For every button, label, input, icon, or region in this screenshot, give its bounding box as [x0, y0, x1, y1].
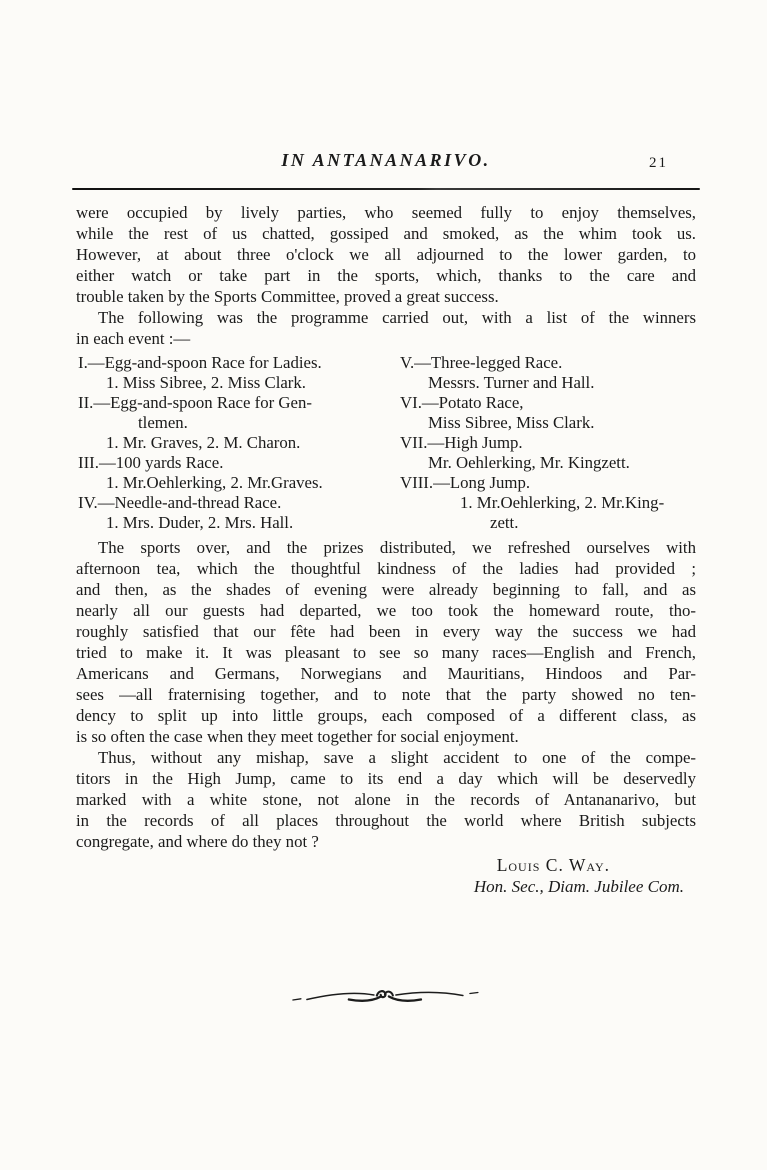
paragraph — [76, 747, 696, 852]
programme-line: 1. Mrs. Duder, 2. Mrs. Hall. — [106, 513, 294, 532]
programme-line: II.—Egg-and-spoon Race for Gen- — [78, 393, 312, 412]
programme-line: I.—Egg-and-spoon Race for Ladies. — [78, 353, 322, 372]
signature-block — [76, 855, 696, 897]
programme-line: zett. — [490, 513, 519, 532]
text-line: either watch or take part in the sports, which, thanks to the care and — [76, 266, 696, 285]
signature-name: Louis C. Way. — [496, 855, 610, 875]
intro-paragraphs — [76, 202, 696, 349]
signature-role: Hon. Sec., Diam. Jubilee Com. — [473, 877, 684, 896]
text-line: nearly all our guests had departed, we too took the homeward route, tho- — [76, 601, 696, 620]
paragraph — [76, 202, 696, 307]
text-line: However, at about three o'clock we all adjourned to the lower garden, to — [76, 245, 696, 264]
text-line: The sports over, and the prizes distributed, we refreshed ourselves with — [98, 538, 696, 557]
text-line: dency to split up into little groups, each composed of a different class, as — [76, 706, 696, 725]
programme-line: 1. Miss Sibree, 2. Miss Clark. — [106, 373, 306, 392]
text-line: is so often the case when they meet together for social enjoyment. — [76, 727, 519, 746]
paragraph — [76, 307, 696, 349]
text-block — [76, 150, 696, 897]
programme-line: V.—Three-legged Race. — [400, 353, 563, 372]
closing-paragraphs — [76, 537, 696, 852]
programme-line: tlemen. — [138, 413, 188, 432]
programme-line: Miss Sibree, Miss Clark. — [428, 413, 595, 432]
text-line: trouble taken by the Sports Committee, proved a great success. — [76, 287, 499, 306]
text-line: Thus, without any mishap, save a slight accident to one of the compe- — [98, 748, 696, 767]
programme-line: VII.—High Jump. — [400, 433, 523, 452]
text-line: sees —all fraternising together, and to note that the party showed no ten- — [76, 685, 696, 704]
page-header-title: IN ANTANANARIVO. — [281, 150, 491, 170]
text-line: congregate, and where do they not ? — [76, 832, 319, 851]
programme-line: 1. Mr. Graves, 2. M. Charon. — [106, 433, 301, 452]
programme-line: Messrs. Turner and Hall. — [428, 373, 595, 392]
text-line: and then, as the shades of evening were already beginning to fall, and as — [76, 580, 696, 599]
programme-line: IV.—Needle-and-thread Race. — [78, 493, 282, 512]
programme-line: Mr. Oehlerking, Mr. Kingzett. — [428, 453, 630, 472]
programme-list — [78, 353, 696, 533]
text-line: The following was the programme carried out, with a list of the winners — [98, 308, 696, 327]
text-line: while the rest of us chatted, gossiped and smoked, as the whim took us. — [76, 224, 696, 243]
page-number: 21 — [649, 155, 668, 171]
running-header — [76, 150, 696, 176]
programme-column-left — [78, 353, 400, 533]
text-line: in the records of all places throughout the world where British subjects — [76, 811, 696, 830]
text-line: afternoon tea, which the thoughtful kindness of the ladies had provided ; — [76, 559, 696, 578]
header-rule — [72, 188, 700, 190]
text-line: Americans and Germans, Norwegians and Mauritians, Hindoos and Par- — [76, 664, 696, 683]
text-line: tried to make it. It was pleasant to see so many races—English and French, — [76, 643, 696, 662]
programme-line: III.—100 yards Race. — [78, 453, 224, 472]
paragraph — [76, 537, 696, 747]
text-line: titors in the High Jump, came to its end a day which will be deservedly — [76, 769, 696, 788]
tailpiece-flourish-icon — [290, 982, 480, 1013]
programme-column-right — [400, 353, 696, 533]
text-line: marked with a white stone, not alone in the records of Antananarivo, but — [76, 790, 696, 809]
text-line: in each event :— — [76, 329, 191, 348]
programme-line: VI.—Potato Race, — [400, 393, 524, 412]
programme-line: 1. Mr.Oehlerking, 2. Mr.Graves. — [106, 473, 323, 492]
programme-line: 1. Mr.Oehlerking, 2. Mr.King- — [460, 493, 665, 512]
text-line: were occupied by lively parties, who seemed fully to enjoy themselves, — [76, 203, 696, 222]
programme-line: VIII.—Long Jump. — [400, 473, 531, 492]
text-line: roughly satisfied that our fête had been in every way the success we had — [76, 622, 696, 641]
